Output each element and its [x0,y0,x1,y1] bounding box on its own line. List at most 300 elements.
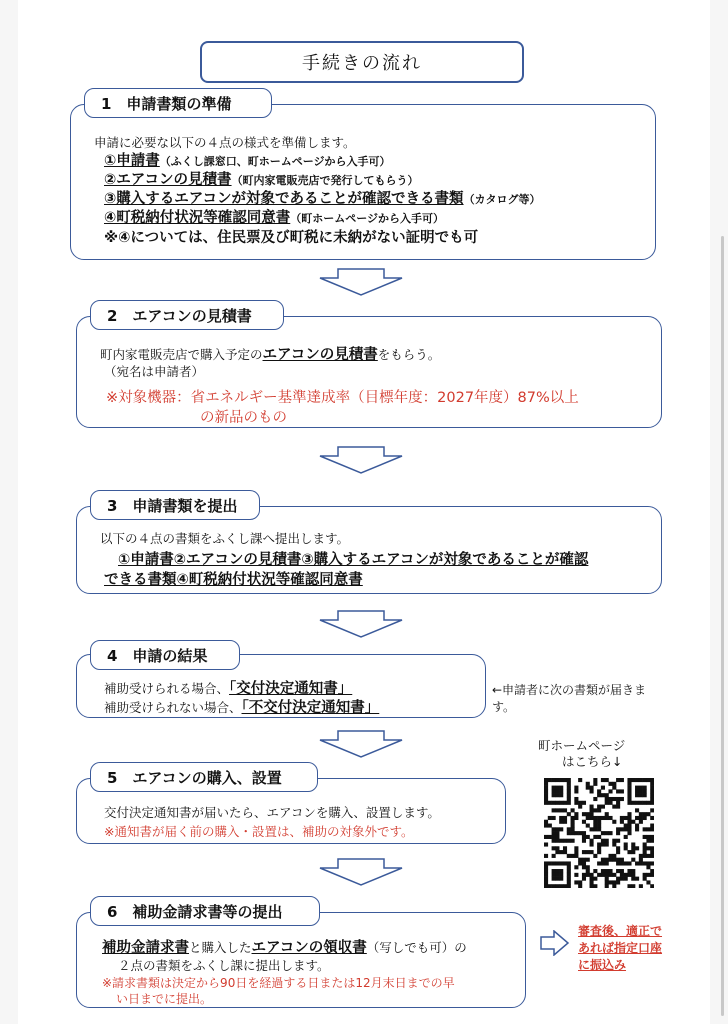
qr-module [597,861,601,865]
qr-module [627,824,631,828]
qr-module [616,801,620,805]
qr-module [601,831,605,835]
qr-module [635,827,639,831]
qr-module [643,873,647,877]
s2-line-2: （宛名は申請者） [104,364,205,379]
qr-module [552,816,556,820]
qr-module [612,797,616,801]
qr-module [646,835,650,839]
qr-module [555,877,559,881]
qr-module [646,839,650,843]
qr-module [608,831,612,835]
qr-module [631,801,635,805]
qr-module [650,824,654,828]
qr-module [612,786,616,790]
s1-item-1-note: （ふくし課窓口、町ホームページから入手可） [159,155,391,168]
qr-module [601,839,605,843]
qr-module [552,873,556,877]
qr-module [555,778,559,782]
s1-item-1 [104,149,391,170]
s4-line-1 [104,677,352,698]
down-arrow-icon [316,858,406,886]
qr-module [571,816,575,820]
s4-side-note-2: す。 [492,700,516,714]
qr-module [597,824,601,828]
qr-module [544,869,548,873]
s1-item-3-note: （カタログ等） [463,193,541,206]
qr-module [571,824,575,828]
qr-module [563,850,567,854]
qr-module [631,869,635,873]
scrollbar[interactable] [721,236,724,1016]
qr-module [574,786,578,790]
s2-line-1-pre: 町内家電販売店で購入予定の [100,347,263,362]
s6-warning-2: い日までに提出。 [116,992,213,1006]
qr-module [627,869,631,873]
s3-line-1: ①申請書②エアコンの見積書③購入するエアコンが対象であることが確認 [118,552,589,568]
qr-module [631,858,635,862]
qr-module [567,801,571,805]
qr-module [605,877,609,881]
qr-module [646,861,650,865]
qr-module [597,846,601,850]
qr-module [590,839,594,843]
qr-module [548,816,552,820]
qr-module [627,831,631,835]
qr-module [627,793,631,797]
qr-module [578,778,582,782]
qr-module [548,884,552,888]
s1-item-2-main: ②エアコンの見積書 [104,172,232,188]
qr-module [624,835,628,839]
qr-module [578,801,582,805]
qr-module [563,808,567,812]
qr-module [605,869,609,873]
qr-module [643,786,647,790]
qr-module [597,789,601,793]
qr-module [608,858,612,862]
qr-module [567,789,571,793]
qr-module [559,816,563,820]
qr-module [639,854,643,858]
qr-module [616,877,620,881]
s4-line-1-doc: 「交付決定通知書」 [229,681,353,697]
s6-line-1-mid: と購入した [189,940,252,955]
qr-module [631,846,635,850]
qr-module [590,877,594,881]
down-arrow-icon [316,268,406,296]
qr-module [605,858,609,862]
qr-module [650,778,654,782]
qr-module [605,812,609,816]
qr-module [612,880,616,884]
qr-module [612,842,616,846]
qr-module [593,820,597,824]
qr-module [593,824,597,828]
qr-module [616,846,620,850]
qr-module [567,865,571,869]
qr-module [552,854,556,858]
qr-module [624,842,628,846]
qr-module [605,842,609,846]
qr-module [552,861,556,865]
qr-module [590,812,594,816]
section-2-label: 2 エアコンの見積書 [90,300,284,330]
right-arrow-icon [540,930,570,956]
qr-module [597,793,601,797]
qr-module [552,839,556,843]
qr-module [627,884,631,888]
qr-module [571,827,575,831]
qr-module [646,812,650,816]
qr-module [597,808,601,812]
qr-module [597,805,601,809]
s1-item-3 [104,187,541,208]
s5-warning: ※通知書が届く前の購入・設置は、補助の対象外です。 [104,824,414,839]
qr-module [605,816,609,820]
qr-module [608,880,612,884]
qr-module [605,778,609,782]
qr-module [544,861,548,865]
qr-module [563,861,567,865]
qr-module [593,854,597,858]
qr-module [578,880,582,884]
qr-module [559,801,563,805]
s4-line-2 [104,696,379,717]
s6-line-2: ２点の書類をふくし課に提出します。 [118,958,330,973]
qr-module [624,861,628,865]
qr-module [593,835,597,839]
qr-module [555,869,559,873]
qr-module [624,827,628,831]
qr-module [631,850,635,854]
qr-module [593,869,597,873]
s1-intro: 申請に必要な以下の４点の様式を準備します。 [94,135,356,150]
qr-module [650,861,654,865]
qr-module [643,861,647,865]
qr-module [612,858,616,862]
qr-module [555,808,559,812]
qr-module [567,880,571,884]
qr-module [544,789,548,793]
qr-module [574,846,578,850]
qr-module [574,873,578,877]
qr-module [597,827,601,831]
qr-module [586,824,590,828]
qr-module [650,839,654,843]
qr-module [643,778,647,782]
qr-module [578,858,582,862]
qr-module [548,861,552,865]
qr-module [650,797,654,801]
qr-module [643,793,647,797]
qr-module [650,789,654,793]
qr-module [555,873,559,877]
qr-module [601,869,605,873]
qr-module [650,793,654,797]
qr-module [559,869,563,873]
s2-line-1-bold: エアコンの見積書 [262,347,378,363]
s1-item-3-main: ③購入するエアコンが対象であることが確認できる書類 [104,191,464,207]
qr-module [608,816,612,820]
qr-module [650,835,654,839]
qr-module [631,778,635,782]
qr-module [582,861,586,865]
qr-module [627,820,631,824]
qr-module [646,846,650,850]
qr-module [650,827,654,831]
qr-module [586,786,590,790]
qr-module [650,801,654,805]
qr-module [586,858,590,862]
qr-module [627,827,631,831]
qr-module [582,877,586,881]
qr-module [612,873,616,877]
qr-module [608,782,612,786]
qr-module [620,778,624,782]
qr-module [650,816,654,820]
qr-module [601,816,605,820]
qr-module [631,877,635,881]
qr-module [627,812,631,816]
qr-module [578,805,582,809]
qr-module [612,839,616,843]
qr-module [544,854,548,858]
qr-module [544,778,548,782]
qr-module [559,786,563,790]
qr-module [563,884,567,888]
qr-module [574,854,578,858]
qr-module [608,873,612,877]
down-arrow-icon [316,446,406,474]
qr-module [582,812,586,816]
qr-module [616,831,620,835]
qr-module [650,850,654,854]
qr-module [616,839,620,843]
qr-module [586,816,590,820]
s6-side-note-2: あれば指定口座 [578,941,663,955]
qr-module [559,861,563,865]
s6-line-1 [102,936,467,957]
qr-module [548,835,552,839]
qr-module [586,865,590,869]
qr-module [605,831,609,835]
qr-module [597,820,601,824]
qr-module [544,786,548,790]
qr-module [646,827,650,831]
qr-module [574,865,578,869]
qr-module [650,786,654,790]
qr-module [593,797,597,801]
section-3-label: 3 申請書類を提出 [90,490,260,520]
qr-module [650,869,654,873]
qr-module [608,801,612,805]
qr-module [635,801,639,805]
qr-module [559,820,563,824]
qr-module [578,884,582,888]
qr-module [555,831,559,835]
qr-module [593,884,597,888]
qr-module [601,793,605,797]
qr-module [593,778,597,782]
qr-module [590,873,594,877]
qr-code-icon[interactable] [544,778,654,888]
section-6-label: 6 補助金請求書等の提出 [90,896,320,926]
qr-module [559,808,563,812]
qr-module [555,835,559,839]
qr-module [643,835,647,839]
section-4-label: 4 申請の結果 [90,640,240,670]
qr-module [608,789,612,793]
qr-module [555,850,559,854]
qr-module [616,827,620,831]
qr-module [601,858,605,862]
s3-intro: 以下の４点の書類をふくし課へ提出します。 [100,531,350,546]
qr-module [552,846,556,850]
qr-module [574,789,578,793]
qr-module [582,858,586,862]
qr-module [597,842,601,846]
s1-item-4-main: ④町税納付状況等確認同意書 [104,210,291,226]
qr-module [571,831,575,835]
qr-module [567,797,571,801]
qr-module [552,827,556,831]
qr-module [590,842,594,846]
qr-module [571,839,575,843]
qr-module [567,854,571,858]
s4-line-2-pre: 補助受けられない場合、 [104,700,242,715]
qr-module [567,861,571,865]
qr-module [593,877,597,881]
qr-module [601,805,605,809]
qr-module [631,873,635,877]
s1-item-4 [104,206,444,227]
qr-module [616,869,620,873]
qr-module [635,808,639,812]
s3-line-2: できる書類④町税納付状況等確認同意書 [104,572,363,588]
qr-module [620,820,624,824]
qr-module [544,824,548,828]
s2-warning-2: の新品のもの [200,410,287,426]
qr-module [597,850,601,854]
qr-module [650,782,654,786]
qr-module [590,816,594,820]
qr-module [555,786,559,790]
qr-module [631,842,635,846]
qr-module [590,789,594,793]
qr-module [567,782,571,786]
qr-module [559,877,563,881]
qr-module [563,801,567,805]
s5-line-1: 交付決定通知書が届いたら、エアコンを購入、設置します。 [104,805,440,820]
s4-line-2-doc: 「不交付決定通知書」 [241,700,380,716]
qr-module [593,808,597,812]
qr-module [578,861,582,865]
qr-module [627,778,631,782]
down-arrow-icon [316,610,406,638]
qr-module [544,884,548,888]
qr-module [590,880,594,884]
qr-module [639,816,643,820]
qr-module [646,880,650,884]
qr-module [605,801,609,805]
qr-module [574,812,578,816]
qr-module [555,801,559,805]
qr-module [582,831,586,835]
qr-module [567,839,571,843]
qr-module [571,820,575,824]
qr-module [616,797,620,801]
qr-module [593,827,597,831]
qr-module [563,816,567,820]
qr-module [552,869,556,873]
qr-module [563,846,567,850]
qr-module [608,854,612,858]
qr-module [635,861,639,865]
qr-module [586,812,590,816]
qr-module [639,793,643,797]
qr-module [567,786,571,790]
qr-module [605,861,609,865]
qr-module [635,877,639,881]
qr-module [586,835,590,839]
qr-module [650,873,654,877]
qr-module [620,858,624,862]
qr-module [616,805,620,809]
qr-module [590,827,594,831]
qr-module [601,786,605,790]
qr-module [552,831,556,835]
qr-module [605,880,609,884]
qr-module [643,812,647,816]
qr-module [631,820,635,824]
qr-module [567,877,571,881]
qr-module [608,869,612,873]
qr-module [582,835,586,839]
s6-side-note-3: に振込み [578,958,627,972]
qr-module [646,778,650,782]
qr-module [582,850,586,854]
qr-module [552,789,556,793]
qr-module [552,884,556,888]
qr-module [582,865,586,869]
qr-module [643,816,647,820]
qr-module [639,786,643,790]
qr-module [616,861,620,865]
qr-module [552,801,556,805]
qr-module [627,801,631,805]
qr-module [574,816,578,820]
qr-module [582,801,586,805]
qr-module [555,861,559,865]
qr-module [627,797,631,801]
qr-module [650,884,654,888]
qr-module [559,884,563,888]
qr-module [544,873,548,877]
qr-module [590,786,594,790]
s2-warning-1: ※対象機器：省エネルギー基準達成率（目標年度：2027年度）87%以上 [106,390,579,406]
qr-module [635,816,639,820]
qr-module [567,827,571,831]
qr-module [624,873,628,877]
qr-module [616,778,620,782]
qr-module [544,842,548,846]
qr-module [552,786,556,790]
qr-module [627,873,631,877]
s6-side-note-1: 審査後、適正で [578,924,663,938]
qr-module [650,846,654,850]
qr-module [643,850,647,854]
